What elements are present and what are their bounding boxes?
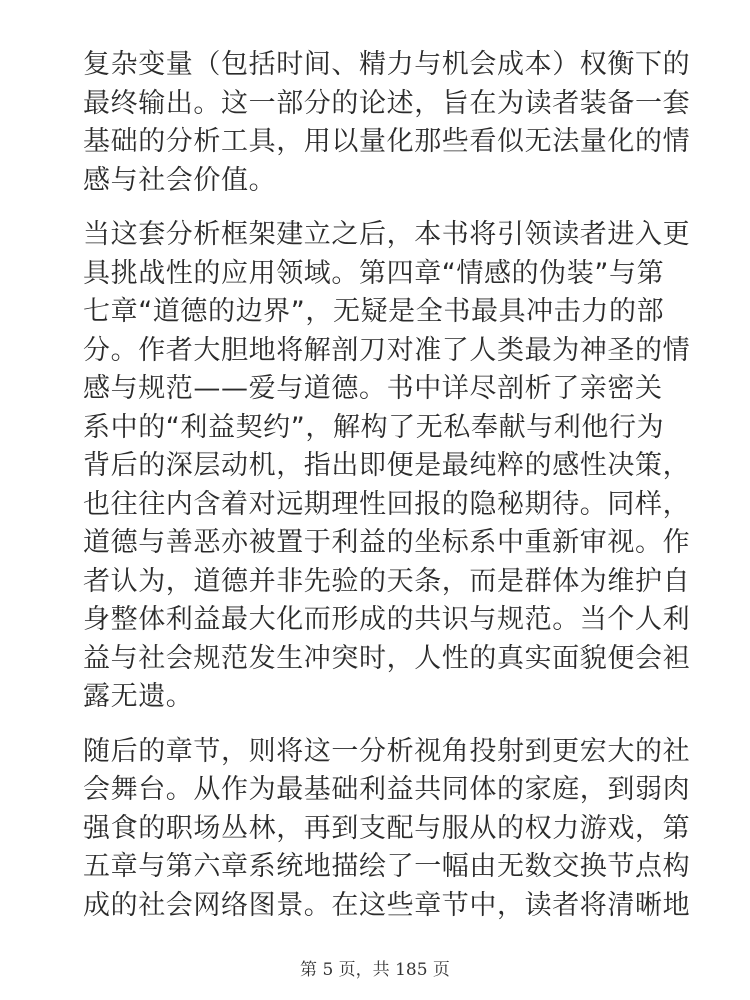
text-line: 系中的“利益契约”，解构了无私奉献与利他行为 [83, 411, 665, 443]
text-line: 感与规范——爱与道德。书中详尽剖析了亲密关 [83, 373, 663, 404]
text-line: 强食的职场丛林，再到支配与服从的权力游戏，第 [83, 812, 691, 844]
text-line: 五章与第六章系统地描绘了一幅由无数交换节点构 [83, 851, 691, 882]
text-line: 背后的深层动机，指出即便是最纯粹的感性决策， [83, 450, 691, 481]
text-line: 成的社会网络图景。在这些章节中，读者将清晰地 [83, 889, 691, 921]
text-line: 会舞台。从作为最基础利益共同体的家庭，到弱肉 [83, 774, 691, 805]
text-line: 者认为，道德并非先验的天条，而是群体为维护自 [83, 565, 691, 597]
text-line: 基础的分析工具，用以量化那些看似无法量化的情 [83, 126, 691, 157]
text-line: 益与社会规范发生冲突时，人性的真实面貌便会袒 [83, 642, 691, 674]
text-line: 露无遗。 [83, 681, 194, 712]
page-number: 第 5 页，共 185 页 [300, 960, 450, 980]
text-line: 感与社会价值。 [83, 164, 277, 196]
text-line: 最终输出。这一部分的论述，旨在为读者装备一套 [83, 87, 691, 119]
text-line: 复杂变量（包括时间、精力与机会成本）权衡下的 [83, 49, 691, 80]
paragraph-spacer [83, 717, 673, 733]
paragraph [83, 216, 691, 717]
text-line: 具挑战性的应用领域。第四章“情感的伪装”与第 [83, 257, 665, 289]
paragraph-spacer [83, 200, 673, 216]
text-line: 当这套分析框架建立之后，本书将引领读者进入更 [83, 219, 691, 250]
text-line: 七章“道德的边界”，无疑是全书最具冲击力的部 [83, 296, 665, 327]
text-line: 随后的章节，则将这一分析视角投射到更宏大的社 [83, 735, 691, 767]
text-line: 分。作者大胆地将解剖刀对准了人类最为神圣的情 [83, 334, 691, 366]
paragraph [83, 733, 691, 926]
document-body [83, 46, 691, 925]
text-line: 道德与善恶亦被置于利益的坐标系中重新审视。作 [83, 527, 691, 558]
text-line: 身整体利益最大化而形成的共识与规范。当个人利 [83, 604, 691, 635]
text-line: 也往往内含着对远期理性回报的隐秘期待。同样， [83, 488, 691, 520]
paragraph [83, 46, 691, 200]
